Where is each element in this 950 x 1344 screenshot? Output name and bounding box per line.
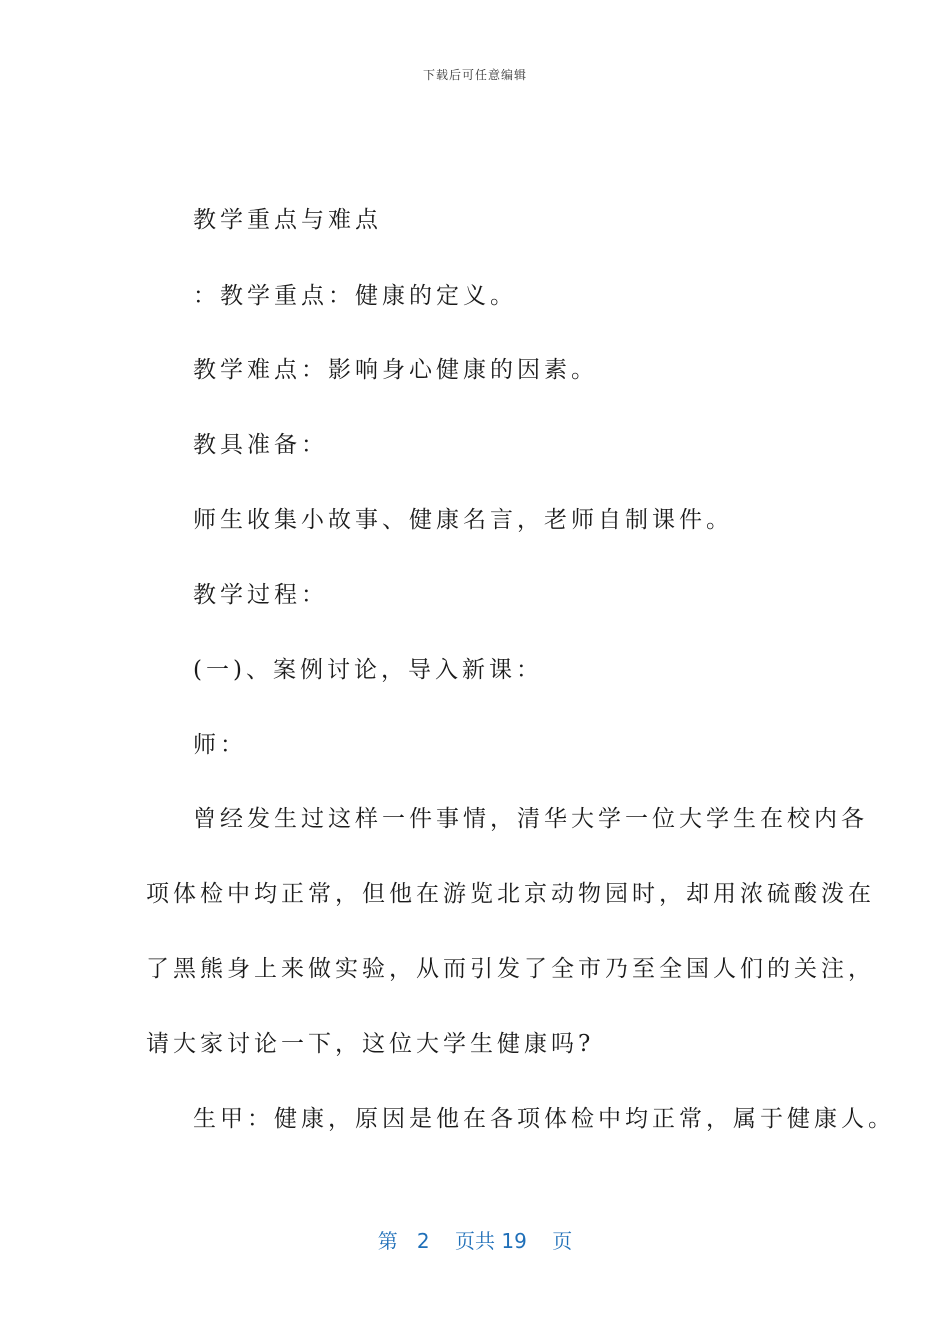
paragraph: 生甲：健康，原因是他在各项体检中均正常，属于健康人。	[193, 1106, 895, 1132]
section-heading: 教具准备：	[193, 432, 328, 458]
subsection-heading: (一)、案例讨论，导入新课：	[193, 657, 543, 683]
paragraph: 曾经发生过这样一件事情，清华大学一位大学生在校内各	[193, 806, 868, 832]
page-number-footer	[0, 1225, 950, 1254]
speaker-label: 师：	[193, 732, 247, 758]
paragraph: 师生收集小故事、健康名言，老师自制课件。	[193, 507, 733, 533]
page-header-note: 下载后可任意编辑	[422, 68, 527, 82]
paragraph: ：教学重点：健康的定义。	[193, 283, 517, 309]
footer-suffix: 页	[552, 1229, 573, 1253]
paragraph: 请大家讨论一下，这位大学生健康吗?	[146, 1031, 595, 1057]
paragraph: 项体检中均正常，但他在游览北京动物园时，却用浓硫酸泼在	[146, 881, 875, 907]
section-heading: 教学过程：	[193, 582, 328, 608]
section-heading: 教学重点与难点	[193, 207, 382, 233]
paragraph: 了黑熊身上来做实验，从而引发了全市乃至全国人们的关注，	[146, 956, 875, 982]
footer-middle: 页共	[455, 1229, 495, 1253]
current-page-number: 2	[416, 1229, 430, 1253]
footer-prefix: 第	[377, 1229, 398, 1253]
total-pages-number: 19	[501, 1229, 527, 1253]
paragraph: 教学难点：影响身心健康的因素。	[193, 357, 598, 383]
